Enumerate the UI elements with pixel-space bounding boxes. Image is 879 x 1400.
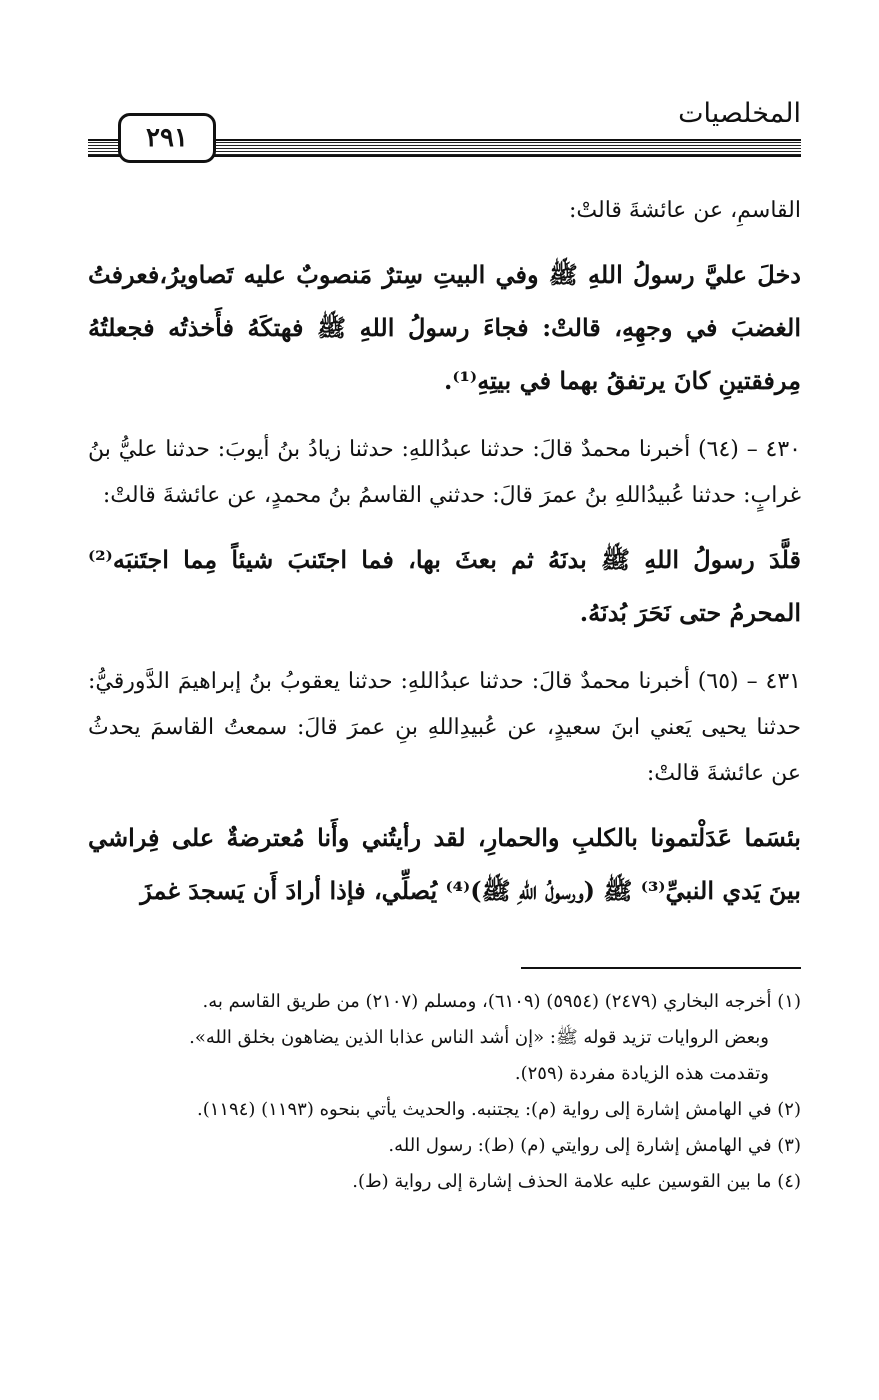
page-number: ٢٩١ xyxy=(146,123,188,153)
footnote-2: (٢) في الهامش إشارة إلى رواية (م): يجتنبه. والحديث يأتي بنحوه (١١٩٣) (١١٩٤). xyxy=(196,1099,801,1120)
footnote-1-cont-a: وبعض الروايات تزيد قوله ﷺ: «إن أشد الناس عذابا الذين يضاهون بخلق الله». xyxy=(189,1027,769,1048)
footnote-4: (٤) ما بين القوسين عليه علامة الحذف إشارة إلى رواية (ط). xyxy=(352,1171,801,1192)
hadith-text-1: دخلَ عليَّ رسولُ اللهِ ﷺ وفي البيتِ سِترٌ مَنصوبٌ عليه تَصاويرُ،فعرفتُ الغضبَ في وجهِهِ، قالتْ: فجاءَ رسولُ اللهِ ﷺ فهتكَهُ فأَخذتُه فجعلتُهُ مِرفقتينِ كانَ يرتفقُ بهما في بيتِهِ⁽¹⁾. xyxy=(88,260,801,395)
footnote-1: (١) أخرجه البخاري (٢٤٧٩) (٥٩٥٤) (٦١٠٩)، ومسلم (٢١٠٧) من طريق القاسم به. xyxy=(202,991,801,1012)
hadith-text-430: قلَّدَ رسولُ اللهِ ﷺ بدنَهُ ثم بعثَ بها، فما اجتَنبَ شيئاً مِما اجتَنبَه⁽²⁾ المحرمُ حتى نَحَرَ بُدنَهُ. xyxy=(88,545,801,627)
footnote-divider xyxy=(521,967,801,969)
isnad-430: ٤٣٠ – (٦٤) أخبرنا محمدٌ قالَ: حدثنا عبدُاللهِ: حدثنا زيادُ بنُ أيوبَ: حدثنا عليُّ بنُ غرابٍ: حدثنا عُبيدُاللهِ بنُ عمرَ قالَ: حدثني القاسمُ بنُ محمدٍ، عن عائشةَ قالتْ: xyxy=(88,437,801,508)
footnote-3: (٣) في الهامش إشارة إلى روايتي (م) (ط): رسول الله. xyxy=(388,1135,801,1156)
text-line-1: القاسمِ، عن عائشةَ قالتْ: xyxy=(569,198,801,223)
main-text xyxy=(88,188,801,917)
isnad-431: ٤٣١ – (٦٥) أخبرنا محمدٌ قالَ: حدثنا عبدُاللهِ: حدثنا يعقوبُ بنُ إبراهيمَ الدَّورقيُّ: حدثنا يحيى يَعني ابنَ سعيدٍ، عن عُبيدِاللهِ بنِ عمرَ قالَ: سمعتُ القاسمَ يحدثُ عن عائشةَ قالتْ: xyxy=(88,669,801,786)
page-number-box xyxy=(118,113,216,163)
hadith-text-431: بئسَما عَدَلْتمونا بالكلبِ والحمارِ، لقد رأيتُني وأَنا مُعترضةٌ على فِراشي بينَ يَدي النبيِّ⁽³⁾ ﷺ (ورسولُ اللهِ ﷺ)⁽⁴⁾ يُصلِّي، فإذا أرادَ أَن يَسجدَ غمزَ xyxy=(88,823,801,905)
footnotes xyxy=(88,984,801,1200)
footnote-1-cont-b: وتقدمت هذه الزيادة مفردة (٢٥٩). xyxy=(514,1063,769,1084)
running-header-title: المخلصيات xyxy=(678,98,801,129)
